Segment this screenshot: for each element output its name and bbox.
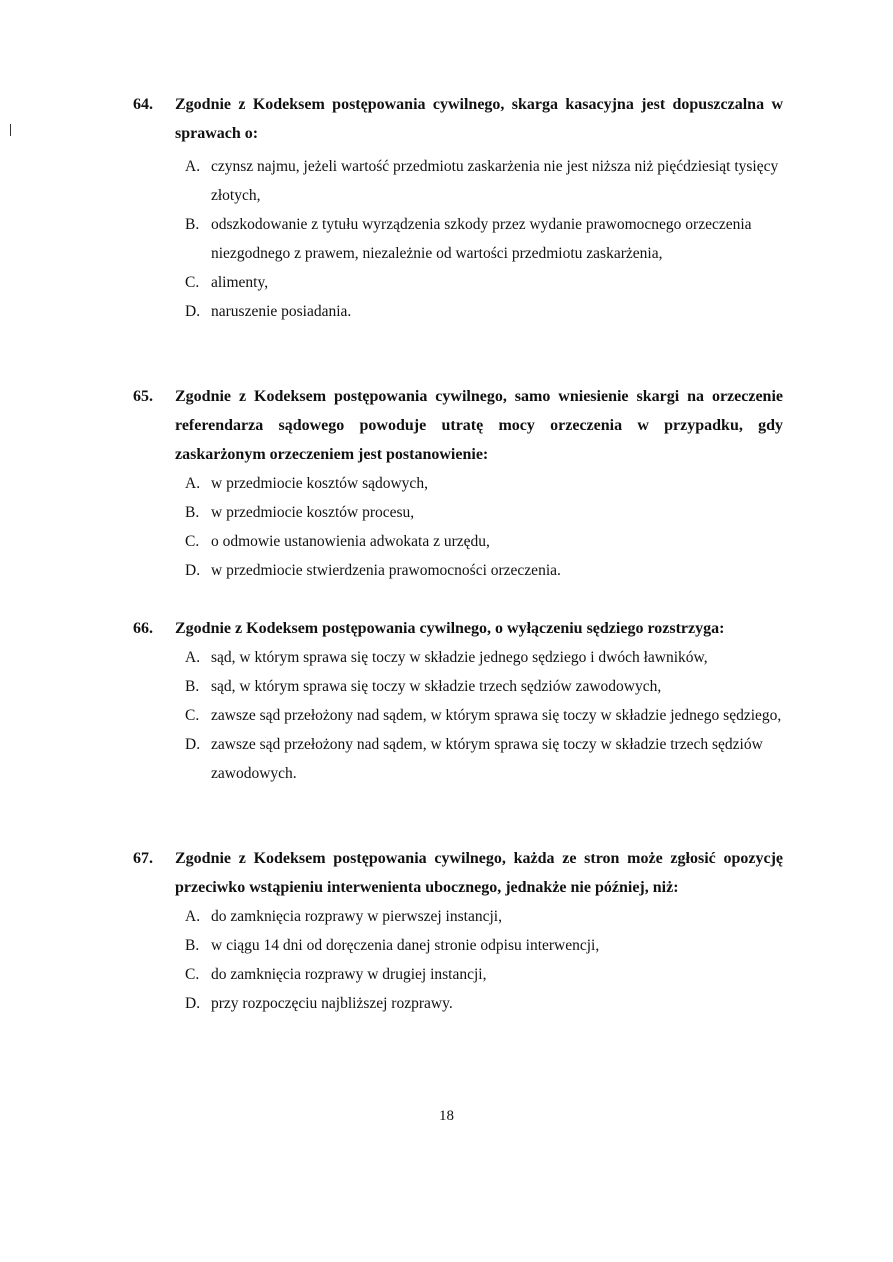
answer-label: C.	[185, 533, 200, 550]
question-text: Zgodnie z Kodeksem postępowania cywilnego, skarga kasacyjna jest dopuszczalna w sprawach o:	[175, 96, 783, 142]
answer-label: D.	[185, 995, 201, 1012]
margin-mark	[10, 124, 11, 136]
answer-text: w przedmiocie kosztów procesu,	[211, 504, 415, 521]
answer-text: zawsze sąd przełożony nad sądem, w którym sprawa się toczy w składzie trzech sędziów zawodowych.	[211, 736, 763, 782]
answer-label: B.	[185, 937, 200, 954]
answer-label: C.	[185, 707, 200, 724]
answer-c	[185, 268, 783, 297]
answer-text: alimenty,	[211, 274, 269, 291]
answer-text: w przedmiocie kosztów sądowych,	[211, 475, 428, 492]
question-64	[133, 90, 783, 326]
answer-label: A.	[185, 475, 201, 492]
answer-text: do zamknięcia rozprawy w pierwszej instancji,	[211, 908, 502, 925]
question-number: 66.	[133, 620, 153, 637]
question-number: 64.	[133, 96, 153, 113]
answer-label: C.	[185, 274, 200, 291]
answer-b	[185, 672, 783, 701]
answer-text: zawsze sąd przełożony nad sądem, w którym sprawa się toczy w składzie jednego sędziego,	[211, 707, 782, 724]
answer-d	[185, 730, 783, 788]
answer-text: do zamknięcia rozprawy w drugiej instancji,	[211, 966, 487, 983]
answer-d	[185, 556, 783, 585]
answer-text: czynsz najmu, jeżeli wartość przedmiotu zaskarżenia nie jest niższa niż pięćdziesiąt tysięcy złotych,	[211, 158, 779, 204]
question-66	[133, 614, 783, 788]
question-text: Zgodnie z Kodeksem postępowania cywilnego, samo wniesienie skargi na orzeczenie referendarza sądowego powoduje utratę mocy orzeczenia w przypadku, gdy zaskarżonym orzeczeniem jest postanowienie:	[175, 388, 783, 463]
answer-label: A.	[185, 158, 201, 175]
answer-text: sąd, w którym sprawa się toczy w składzie jednego sędziego i dwóch ławników,	[211, 649, 708, 666]
answer-label: D.	[185, 562, 201, 579]
question-number: 65.	[133, 388, 153, 405]
answer-c	[185, 960, 783, 989]
answer-label: A.	[185, 908, 201, 925]
page-number: 18	[439, 1108, 454, 1124]
answer-text: w ciągu 14 dni od doręczenia danej stronie odpisu interwencji,	[211, 937, 600, 954]
answer-text: odszkodowanie z tytułu wyrządzenia szkody przez wydanie prawomocnego orzeczenia niezgodnego z prawem, niezależnie od wartości przedmiotu zaskarżenia,	[211, 216, 752, 262]
answer-a	[185, 643, 783, 672]
answer-text: w przedmiocie stwierdzenia prawomocności orzeczenia.	[211, 562, 561, 579]
answer-text: przy rozpoczęciu najbliższej rozprawy.	[211, 995, 453, 1012]
answer-text: o odmowie ustanowienia adwokata z urzędu,	[211, 533, 490, 550]
question-text: Zgodnie z Kodeksem postępowania cywilnego, każda ze stron może zgłosić opozycję przeciwko wstąpieniu interwenienta ubocznego, jednakże nie później, niż:	[175, 850, 783, 896]
answer-text: sąd, w którym sprawa się toczy w składzie trzech sędziów zawodowych,	[211, 678, 662, 695]
answer-text: naruszenie posiadania.	[211, 303, 352, 320]
question-number: 67.	[133, 850, 153, 867]
answer-label: D.	[185, 736, 201, 753]
answer-label: B.	[185, 216, 200, 233]
answer-b	[185, 498, 783, 527]
question-65	[133, 382, 783, 585]
answer-d	[185, 989, 783, 1018]
answer-b	[185, 210, 783, 268]
question-text: Zgodnie z Kodeksem postępowania cywilnego, o wyłączeniu sędziego rozstrzyga:	[175, 620, 725, 637]
answer-label: D.	[185, 303, 201, 320]
answer-d	[185, 297, 783, 326]
answer-a	[185, 902, 783, 931]
answer-a	[185, 152, 783, 210]
answer-label: B.	[185, 678, 200, 695]
answer-c	[185, 701, 783, 730]
question-67	[133, 844, 783, 1018]
answer-b	[185, 931, 783, 960]
answer-label: A.	[185, 649, 201, 666]
answer-label: C.	[185, 966, 200, 983]
answer-c	[185, 527, 783, 556]
answer-a	[185, 469, 783, 498]
answer-label: B.	[185, 504, 200, 521]
